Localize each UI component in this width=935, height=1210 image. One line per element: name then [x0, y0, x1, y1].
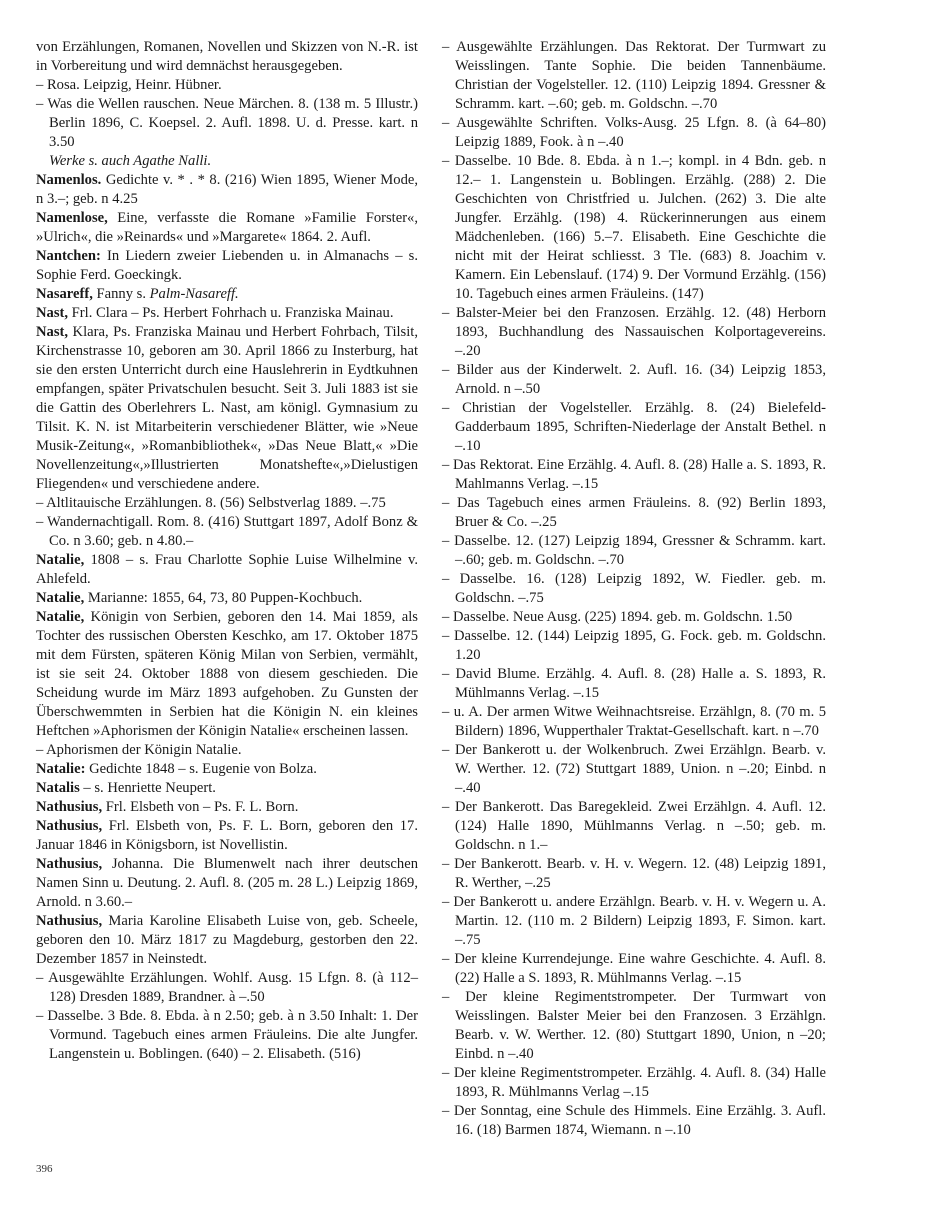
work-entry: – Der Bankerott. Bearb. v. H. v. Wegern. 12. (48) Leipzig 1891, R. Werther, –.25 — [442, 856, 826, 891]
author-entry — [36, 323, 418, 494]
entry-body: Fanny s. — [92, 286, 150, 302]
work-entry: – Der Bankerott. Das Baregekleid. Zwei Erzählgn. 4. Aufl. 12. (124) Halle 1890, Mühlmanns Verlag. n –.50; geb. m. Goldschn. n 1.– — [442, 799, 826, 853]
work-entry: – Aphorismen der Königin Natalie. — [36, 742, 242, 758]
work-entry: – Das Tagebuch eines armen Fräuleins. 8. (92) Berlin 1893, Bruer & Co. –.25 — [442, 495, 826, 530]
author-entry — [36, 171, 418, 209]
entry-body: Gedichte 1848 – s. Eugenie von Bolza. — [85, 761, 317, 777]
author-entry — [36, 551, 418, 589]
work-entry: – Der kleine Regimentstrompeter. Der Turmwart von Weisslingen. Balster Meier bei den Franzosen. 3 Erzählgn. Bearb. v. W. Werther. 12. (80) Stuttgart 1890, Union, n –20; Einbd. n –.40 — [442, 989, 826, 1062]
headword: Namenlos. — [36, 172, 102, 188]
page-number: 396 — [36, 1163, 53, 1175]
entry-italic-ref: Palm-Nasareff. — [149, 286, 239, 302]
headword: Natalie: — [36, 761, 86, 777]
work-entry: – Dasselbe. 12. (144) Leipzig 1895, G. Fock. geb. m. Goldschn. 1.20 — [442, 628, 826, 663]
work-entry: – Ausgewählte Erzählungen. Das Rektorat. Der Turmwart zu Weisslingen. Tante Sophie. Die beiden Tannenbäume. Christian der Vogelsteller. 12. (110) Leipzig 1894. Gressner & Schramm. kart. –.60; geb. m. Goldschn. –.70 — [442, 39, 826, 112]
work-entry: – Der kleine Kurrendejunge. Eine wahre Geschichte. 4. Aufl. 8. (22) Halle a S. 1893, R. Mühlmanns Verlag. –.15 — [442, 951, 826, 986]
headword: Natalie, — [36, 590, 85, 606]
work-entry: – u. A. Der armen Witwe Weihnachtsreise. Erzählgn, 8. (70 m. 5 Bildern) 1896, Wupperthaler Traktat-Gesellschaft. kart. n –.70 — [442, 704, 826, 739]
work-entry: – Dasselbe. Neue Ausg. (225) 1894. geb. m. Goldschn. 1.50 — [442, 609, 793, 625]
author-entry — [36, 247, 418, 285]
work-entry: – Der Bankerott u. andere Erzählgn. Bearb. v. H. v. Wegern u. A. Martin. 12. (110 m. 2 Bildern) Leipzig 1893, F. Simon. kart. –.75 — [442, 894, 826, 948]
author-entry — [36, 855, 418, 912]
headword: Nathusius, — [36, 913, 103, 929]
continuation-text: von Erzählungen, Romanen, Novellen und Skizzen von N.-R. ist in Vorbereitung und wird demnächst herausgegeben. — [36, 39, 418, 74]
entry-body: Frl. Elsbeth von – Ps. F. L. Born. — [102, 799, 299, 815]
author-entry — [36, 798, 418, 817]
entry-body: Eine, verfasste die Romane »Familie Forster«, »Ulrich«, die »Reinards« und »Margarete« 1864. 2. Aufl. — [36, 210, 418, 245]
entry-body: Klara, Ps. Franziska Mainau und Herbert Fohrbach, Tilsit, Kirchenstrasse 10, geboren am 30. April 1866 zu Insterburg, hat sie den ersten Unterricht durch eine Hauslehrerin in Eydtkuhnen empfangen, später Privatschulen besucht. Seit 3. Juli 1883 ist sie die Gattin des Oberlehrers L. Nast, am königl. Gymnasium zu Tilsit. K. N. ist Mitarbeiterin verschiedener Blätter, wie »Neue Musik-Zeitung«, »Romanbibliothek«, »Das Neue Blatt,« »Die Novellenzeitung«,»Illustrierten Monatshefte«,»Dielustigen Fliegenden« und verschiedene andere. — [36, 324, 418, 492]
headword: Natalis — [36, 780, 80, 796]
author-entry — [36, 589, 418, 608]
headword: Natalie, — [36, 609, 85, 625]
work-entry: – Bilder aus der Kinderwelt. 2. Aufl. 16. (34) Leipzig 1853, Arnold. n –.50 — [442, 362, 826, 397]
right-column — [442, 38, 826, 1140]
work-entry: – Der kleine Regimentstrompeter. Erzählg. 4. Aufl. 8. (34) Halle 1893, R. Mühlmanns Verlag –.15 — [442, 1065, 826, 1100]
work-entry: – Dasselbe. 12. (127) Leipzig 1894, Gressner & Schramm. kart. –.60; geb. m. Goldschn. –.70 — [442, 533, 826, 568]
left-column — [36, 38, 418, 1064]
entry-body: 1808 – s. Frau Charlotte Sophie Luise Wilhelmine v. Ahlefeld. — [36, 552, 418, 587]
author-entry — [36, 285, 418, 304]
author-entry — [36, 209, 418, 247]
cross-reference-note: Werke s. auch Agathe Nalli. — [49, 153, 212, 169]
work-entry: – Der Bankerott u. der Wolkenbruch. Zwei Erzählgn. Bearb. v. W. Werther. 12. (72) Stuttgart 1889, Union. n –.20; Einbd. n –.40 — [442, 742, 826, 796]
headword: Natalie, — [36, 552, 85, 568]
author-entry — [36, 304, 418, 323]
work-entry: – Rosa. Leipzig, Heinr. Hübner. — [36, 77, 222, 93]
work-entry: – Dasselbe. 16. (128) Leipzig 1892, W. Fiedler. geb. m. Goldschn. –.75 — [442, 571, 826, 606]
entry-body: Marianne: 1855, 64, 73, 80 Puppen-Kochbuch. — [84, 590, 363, 606]
work-entry: – Der Sonntag, eine Schule des Himmels. Eine Erzählg. 3. Aufl. 16. (18) Barmen 1874, Wiemann. n –.10 — [442, 1103, 826, 1138]
headword: Nathusius, — [36, 799, 103, 815]
work-entry: – Altlitauische Erzählungen. 8. (56) Selbstverlag 1889. –.75 — [36, 495, 386, 511]
author-entry — [36, 608, 418, 741]
work-entry: – Wandernachtigall. Rom. 8. (416) Stuttgart 1897, Adolf Bonz & Co. n 3.60; geb. n 4.80.– — [36, 514, 418, 549]
headword: Nasareff, — [36, 286, 93, 302]
entry-body: Johanna. Die Blumenwelt nach ihrer deutschen Namen Sinn u. Deutung. 2. Aufl. 8. (205 m. 28 L.) Leipzig 1869, Arnold. n 3.60.– — [36, 856, 418, 910]
author-entry — [36, 817, 418, 855]
work-entry: – Dasselbe. 10 Bde. 8. Ebda. à n 1.–; kompl. in 4 Bdn. geb. n 12.– 1. Langenstein u. Boblingen. Erzählg. (288) 2. Die Geschichten von Christfried u. Julchen. (262) 3. Die alte Jungfer. Erzählg. (198) 4. Rückerinnerungen aus einem Mädchenleben. (166) 5.–7. Elisabeth. Eine Geschichte die nicht mit der Heirat schliesst. 3 Tle. (683) 8. Joachim v. Kamern. Ein Lebenslauf. (174) 9. Der Vormund Erzählg. (156) 10. Tagebuch eines armen Fräuleins. (147) — [442, 153, 826, 302]
headword: Namenlose, — [36, 210, 108, 226]
headword: Nathusius, — [36, 818, 103, 834]
work-entry: – Ausgewählte Schriften. Volks-Ausg. 25 Lfgn. 8. (à 64–80) Leipzig 1889, Fook. à n –.40 — [442, 115, 826, 150]
work-entry: – Ausgewählte Erzählungen. Wohlf. Ausg. 15 Lfgn. 8. (à 112–128) Dresden 1889, Brandner. à –.50 — [36, 970, 418, 1005]
entry-body: Frl. Elsbeth von, Ps. F. L. Born, geboren den 17. Januar 1846 in Königsborn, ist Novellistin. — [36, 818, 418, 853]
work-entry: – Was die Wellen rauschen. Neue Märchen. 8. (138 m. 5 Illustr.) Berlin 1896, C. Koepsel. 2. Aufl. 1898. U. d. Presse. kart. n 3.50 — [36, 96, 418, 150]
work-entry: – Das Rektorat. Eine Erzählg. 4. Aufl. 8. (28) Halle a. S. 1893, R. Mahlmanns Verlag. –.15 — [442, 457, 826, 492]
work-entry: – David Blume. Erzählg. 4. Aufl. 8. (28) Halle a. S. 1893, R. Mühlmanns Verlag. –.15 — [442, 666, 826, 701]
work-entry: – Dasselbe. 3 Bde. 8. Ebda. à n 2.50; geb. à n 3.50 Inhalt: 1. Der Vormund. Tagebuch eines armen Fräuleins. Die alte Jungfer. Langenstein u. Boblingen. (640) – 2. Elisabeth. (516) — [36, 1008, 418, 1062]
work-entry: – Balster-Meier bei den Franzosen. Erzählg. 12. (48) Herborn 1893, Buchhandlung des Nassauischen Kolportagevereins. –.20 — [442, 305, 826, 359]
headword: Nantchen: — [36, 248, 101, 264]
author-entry — [36, 779, 418, 798]
author-entry — [36, 760, 418, 779]
headword: Nathusius, — [36, 856, 103, 872]
headword: Nast, — [36, 324, 69, 340]
entry-body: In Liedern zweier Liebenden u. in Almanachs – s. Sophie Ferd. Goeckingk. — [36, 248, 418, 283]
headword: Nast, — [36, 305, 69, 321]
work-entry: – Christian der Vogelsteller. Erzählg. 8. (24) Bielefeld-Gadderbaum 1895, Schriften-Niederlage der Anstalt Bethel. n –.10 — [442, 400, 826, 454]
entry-body: Maria Karoline Elisabeth Luise von, geb. Scheele, geboren den 10. März 1817 zu Magdeburg, gestorben den 22. Dezember 1857 in Neinstedt. — [36, 913, 418, 967]
entry-body: Gedichte v. * . * 8. (216) Wien 1895, Wiener Mode, n 3.–; geb. n 4.25 — [36, 172, 418, 207]
entry-body: – s. Henriette Neupert. — [79, 780, 216, 796]
entry-body: Frl. Clara – Ps. Herbert Fohrhach u. Franziska Mainau. — [68, 305, 394, 321]
author-entry — [36, 912, 418, 969]
entry-body: Königin von Serbien, geboren den 14. Mai 1859, als Tochter des russischen Obersten Keschko, am 17. Oktober 1875 mit dem Fürsten, späteren König Milan von Serbien, vermählt, ist sie seit 24. Oktober 1888 von diesem geschieden. Die Scheidung wurde im März 1893 aufgehoben. Zu Gunsten der Überschwemmten in Serbien hat die Königin N. ein kleines Heftchen »Aphorismen der Königin Natalie« erscheinen lassen. — [36, 609, 418, 739]
